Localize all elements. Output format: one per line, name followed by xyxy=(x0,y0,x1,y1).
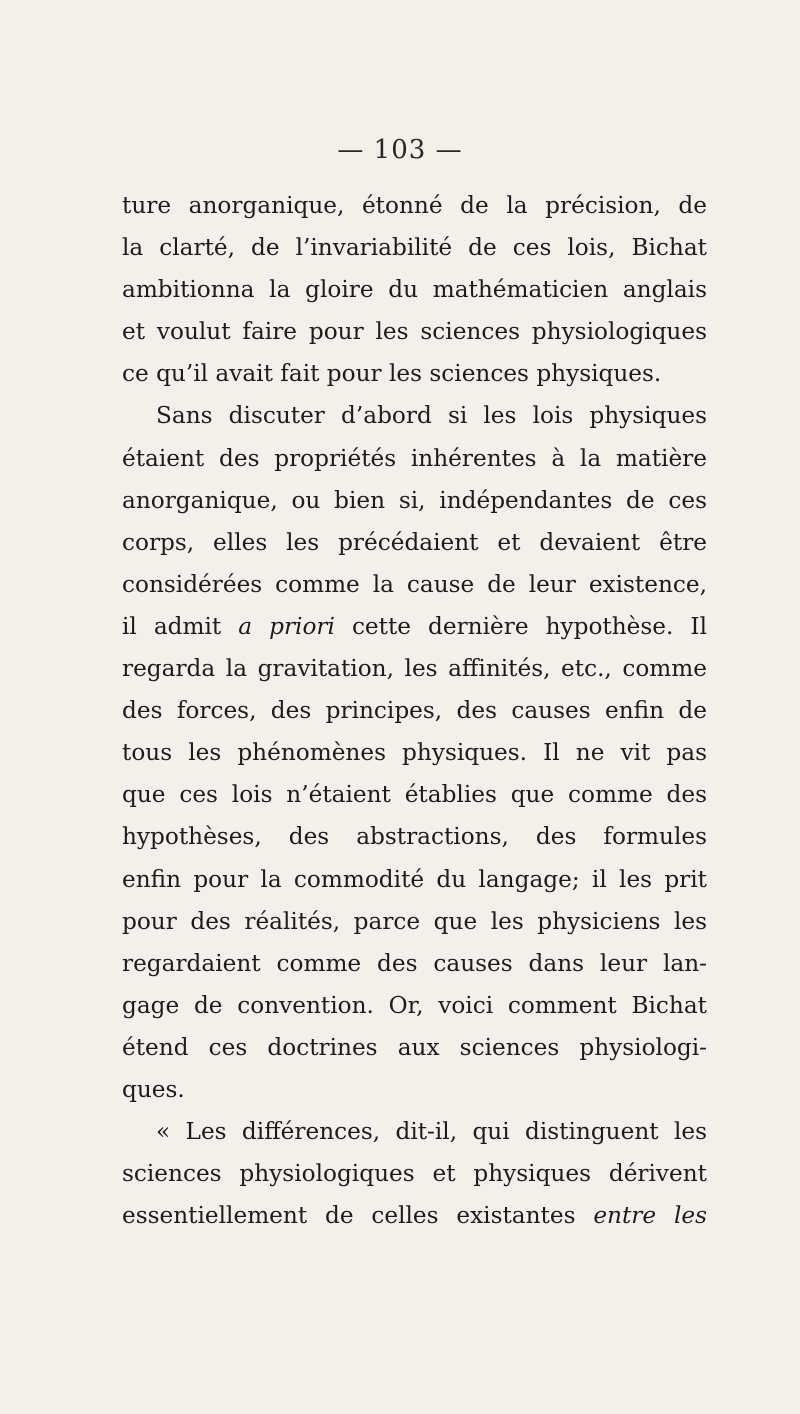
text-line-25-start: essentiellement de celles existantes xyxy=(122,1202,594,1230)
text-line-21: étend ces doctrines aux sciences physiologi- xyxy=(122,1033,707,1061)
text-line-11-start: il admit xyxy=(122,612,239,640)
text-line-1: ture anorganique, étonné de la précision, de xyxy=(122,192,707,219)
page-number-header: — 103 — xyxy=(337,135,463,165)
text-line-22: ques. xyxy=(122,1075,185,1103)
text-line-3: ambitionna la gloire du mathématicien anglais xyxy=(122,276,707,304)
italic-a-priori: a priori xyxy=(238,612,335,640)
text-line-6: Sans discuter d’abord si les lois physiques xyxy=(156,402,707,430)
text-line-14: tous les phénomènes physiques. Il ne vit pas xyxy=(122,739,707,767)
text-line-17: enfin pour la commodité du langage; il les prit xyxy=(122,865,707,893)
text-line-2: la clarté, de l’invariabilité de ces lois, Bichat xyxy=(122,234,707,262)
text-line-10: considérées comme la cause de leur existence, xyxy=(122,570,707,598)
text-line-20: gage de convention. Or, voici comment Bichat xyxy=(122,991,707,1019)
text-line-24: sciences physiologiques et physiques dérivent xyxy=(122,1160,707,1188)
text-line-5: ce qu’il avait fait pour les sciences physiques. xyxy=(122,360,662,388)
text-line-11 xyxy=(122,606,707,648)
text-line-4: et voulut faire pour les sciences physiologiques xyxy=(122,318,707,346)
text-line-11-end: cette dernière hypothèse. Il xyxy=(334,612,707,640)
text-line-13: des forces, des principes, des causes enfin de xyxy=(122,697,707,725)
text-line-15: que ces lois n’étaient établies que comme des xyxy=(122,781,707,809)
text-line-8: anorganique, ou bien si, indépendantes de ces xyxy=(122,486,707,514)
text-line-23: « Les différences, dit-il, qui distinguent les xyxy=(156,1118,707,1146)
text-line-25 xyxy=(122,1195,707,1237)
text-line-12: regarda la gravitation, les affinités, etc., comme xyxy=(122,655,707,683)
text-line-16: hypothèses, des abstractions, des formules xyxy=(122,823,707,851)
text-line-18: pour des réalités, parce que les physiciens les xyxy=(122,907,707,935)
text-line-7: étaient des propriétés inhérentes à la matière xyxy=(122,444,707,472)
body-text xyxy=(122,185,707,1237)
text-line-9: corps, elles les précédaient et devaient être xyxy=(122,528,707,556)
text-line-19: regardaient comme des causes dans leur lan- xyxy=(122,949,707,977)
italic-entre-les: entre les xyxy=(593,1202,707,1230)
